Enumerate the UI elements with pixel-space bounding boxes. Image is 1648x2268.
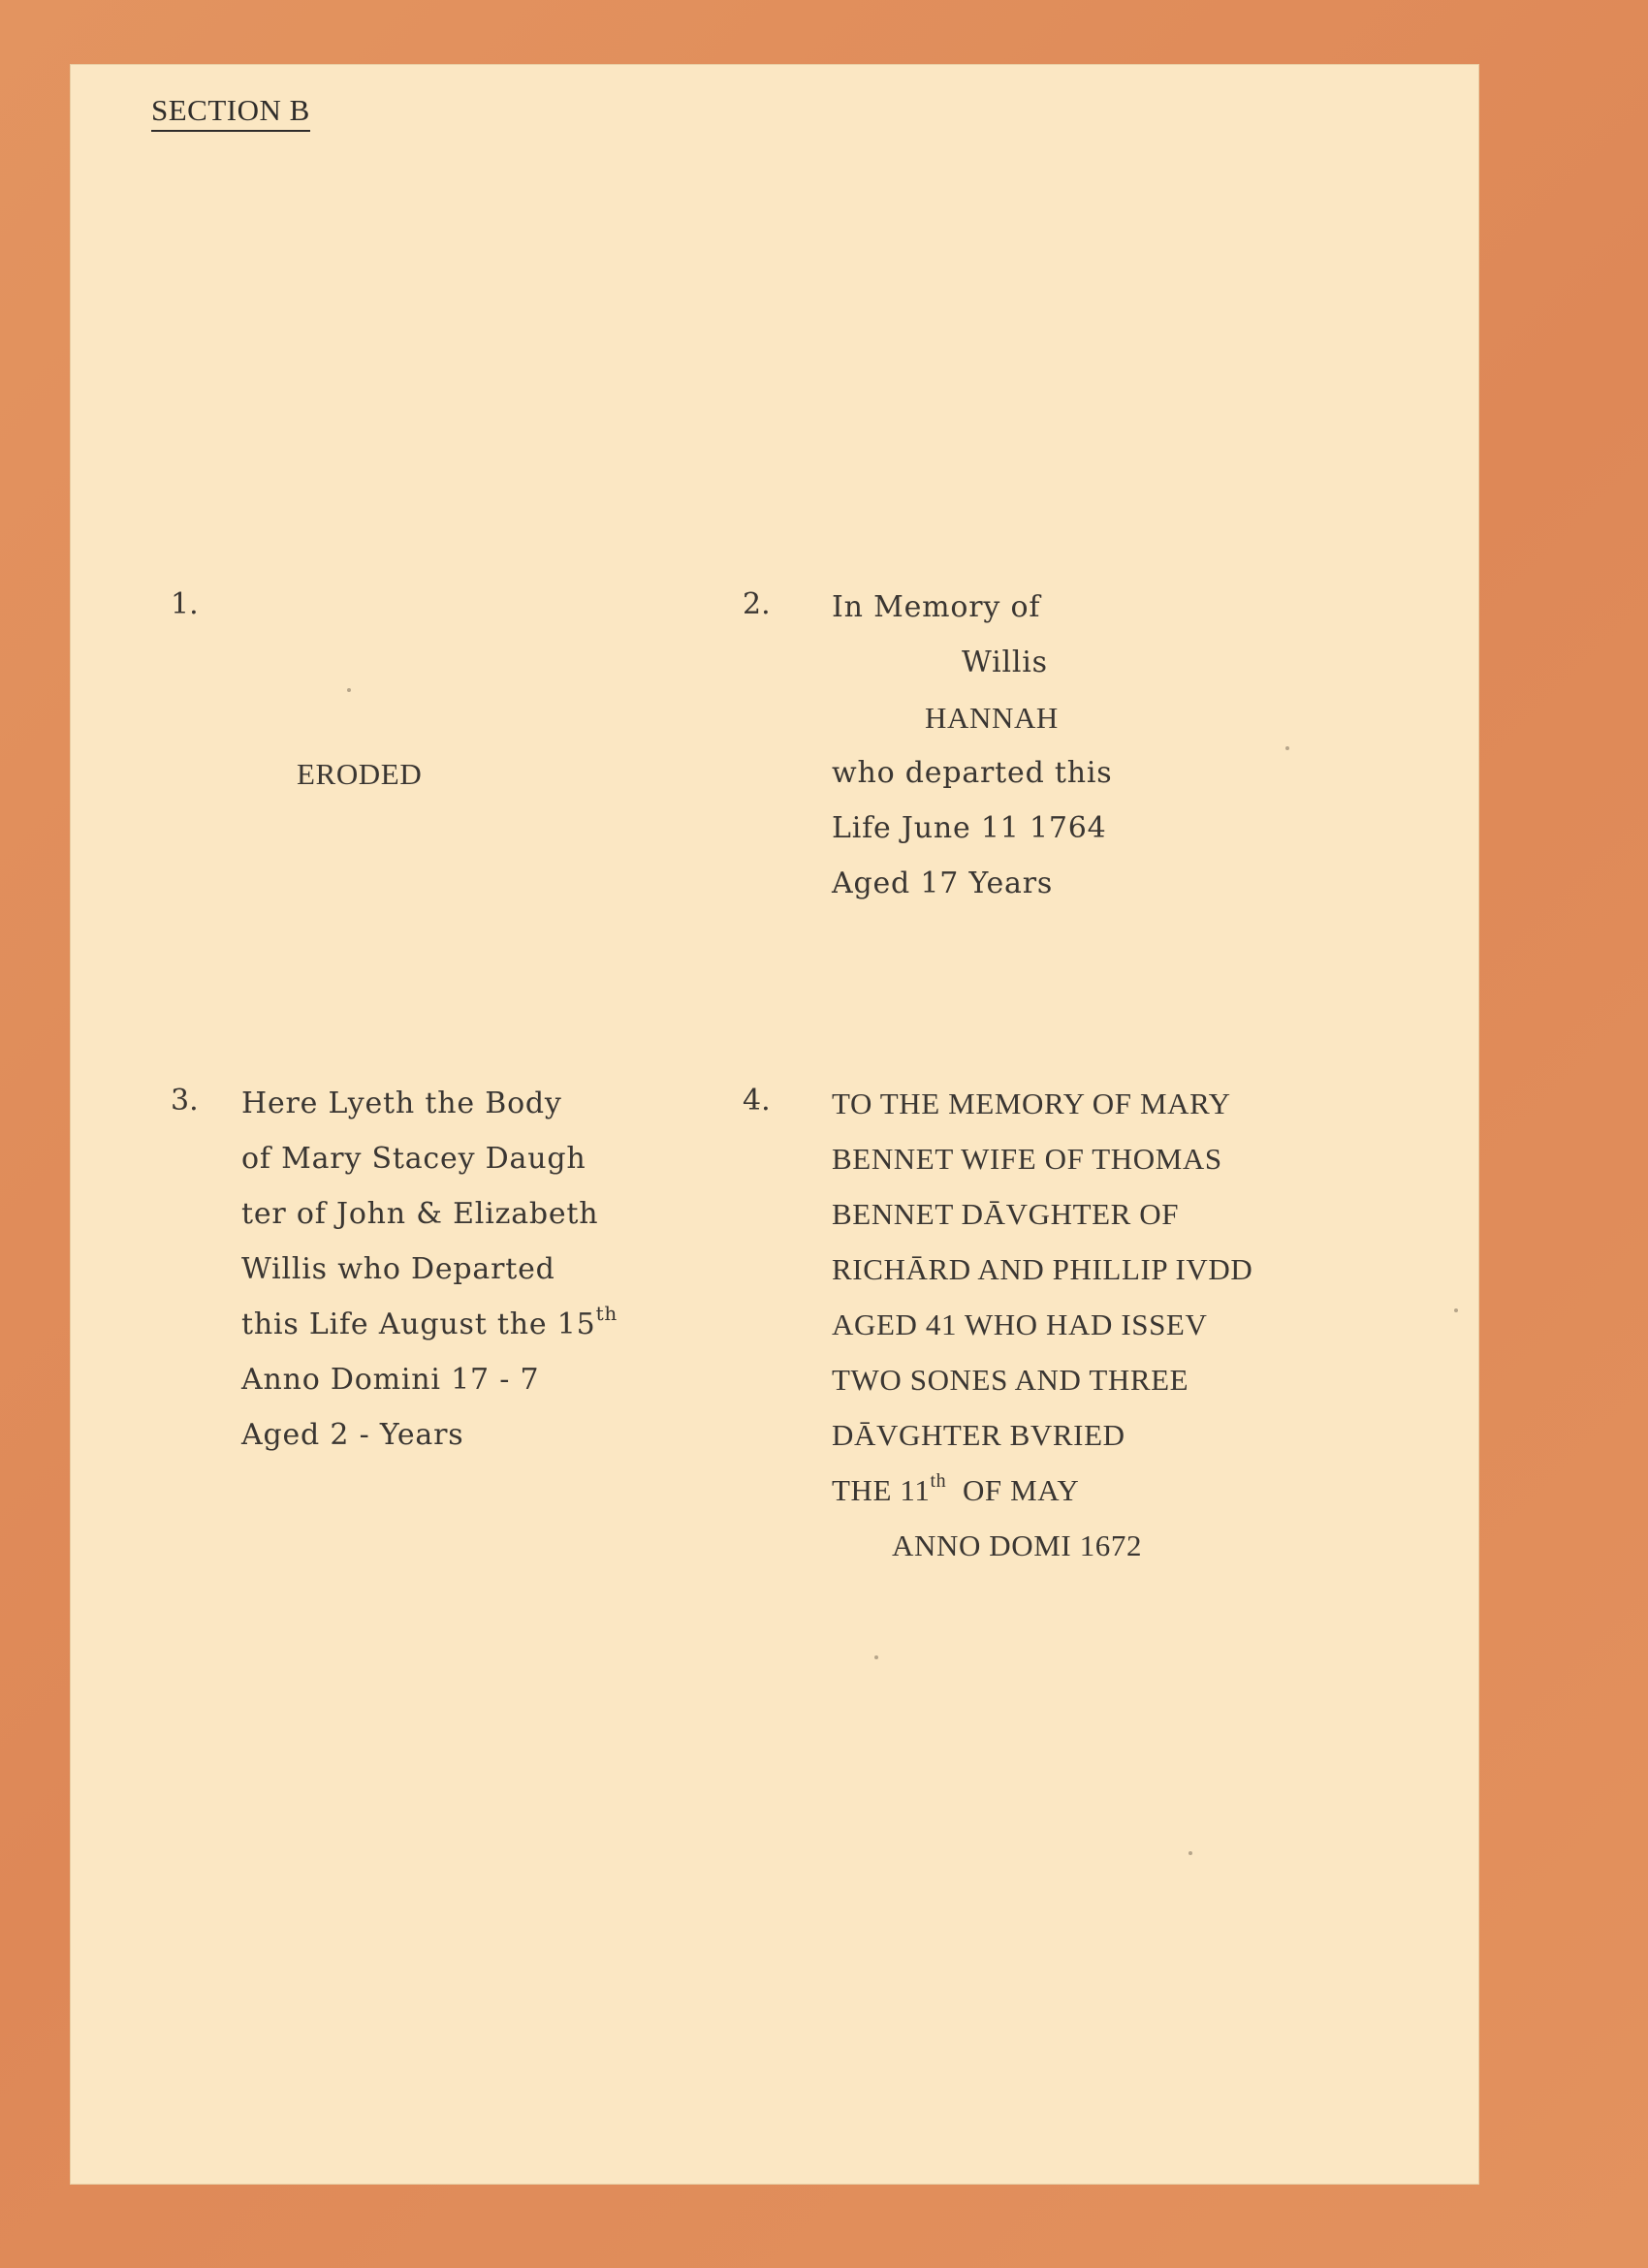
- entry-4-line: ANNO DOMI 1672: [892, 1528, 1143, 1562]
- entry-4-line: DĀVGHTER BVRIED: [832, 1418, 1125, 1452]
- entry-2-line: HANNAH: [925, 701, 1059, 735]
- entry-1-number: 1.: [171, 587, 199, 621]
- entry-4-line: [832, 1463, 1252, 1518]
- entry-4-line: BENNET WIFE OF THOMAS: [832, 1142, 1222, 1176]
- superscript: th: [595, 1302, 618, 1325]
- paper-speck: [1188, 1851, 1192, 1855]
- entry-2-number: 2.: [743, 587, 771, 621]
- entry-4-line-text: THE 11: [832, 1473, 931, 1507]
- entry-4-text: [832, 1076, 1252, 1573]
- entry-2-line: Life June 11 1764: [832, 811, 1107, 845]
- entry-3-line: Aged 2 - Years: [241, 1418, 464, 1452]
- entry-3-line: Here Lyeth the Body: [241, 1087, 562, 1120]
- entry-2-text: [832, 580, 1113, 911]
- entry-2-line: In Memory of: [832, 590, 1041, 624]
- document-sheet: [70, 64, 1479, 2185]
- entry-3-line: [241, 1297, 618, 1352]
- entry-4-line: BENNET DĀVGHTER OF: [832, 1197, 1180, 1231]
- entry-4-number: 4.: [743, 1084, 771, 1118]
- entry-3-line: ter of John & Elizabeth: [241, 1197, 599, 1231]
- entry-2-line: Aged 17 Years: [832, 866, 1054, 900]
- paper-speck: [347, 688, 351, 692]
- entry-4-line: AGED 41 WHO HAD ISSEV: [832, 1307, 1208, 1341]
- entry-3-line: Anno Domini 17 - 7: [241, 1363, 540, 1397]
- entry-3-line: Willis who Departed: [241, 1252, 555, 1286]
- entry-4-line: TO THE MEMORY OF MARY: [832, 1087, 1231, 1120]
- entry-4-line: TWO SONES AND THREE: [832, 1363, 1189, 1397]
- section-heading: SECTION B: [151, 93, 310, 132]
- entry-1-text: [297, 746, 422, 802]
- entry-3-line: of Mary Stacey Daugh: [241, 1142, 586, 1176]
- paper-speck: [1285, 746, 1289, 750]
- entry-3-text: [241, 1076, 618, 1463]
- entry-4-line: RICHĀRD AND PHILLIP IVDD: [832, 1252, 1253, 1286]
- entry-3-line-text: this Life August the 15: [241, 1307, 596, 1341]
- entry-2-line: who departed this: [832, 756, 1113, 790]
- paper-speck: [1454, 1308, 1458, 1312]
- superscript: th: [930, 1470, 947, 1492]
- paper-speck: [874, 1655, 878, 1659]
- entry-1-line: ERODED: [297, 757, 423, 791]
- entry-3-number: 3.: [171, 1084, 199, 1118]
- entry-4-line-text: OF MAY: [962, 1473, 1080, 1507]
- entry-2-line: Willis: [962, 646, 1048, 679]
